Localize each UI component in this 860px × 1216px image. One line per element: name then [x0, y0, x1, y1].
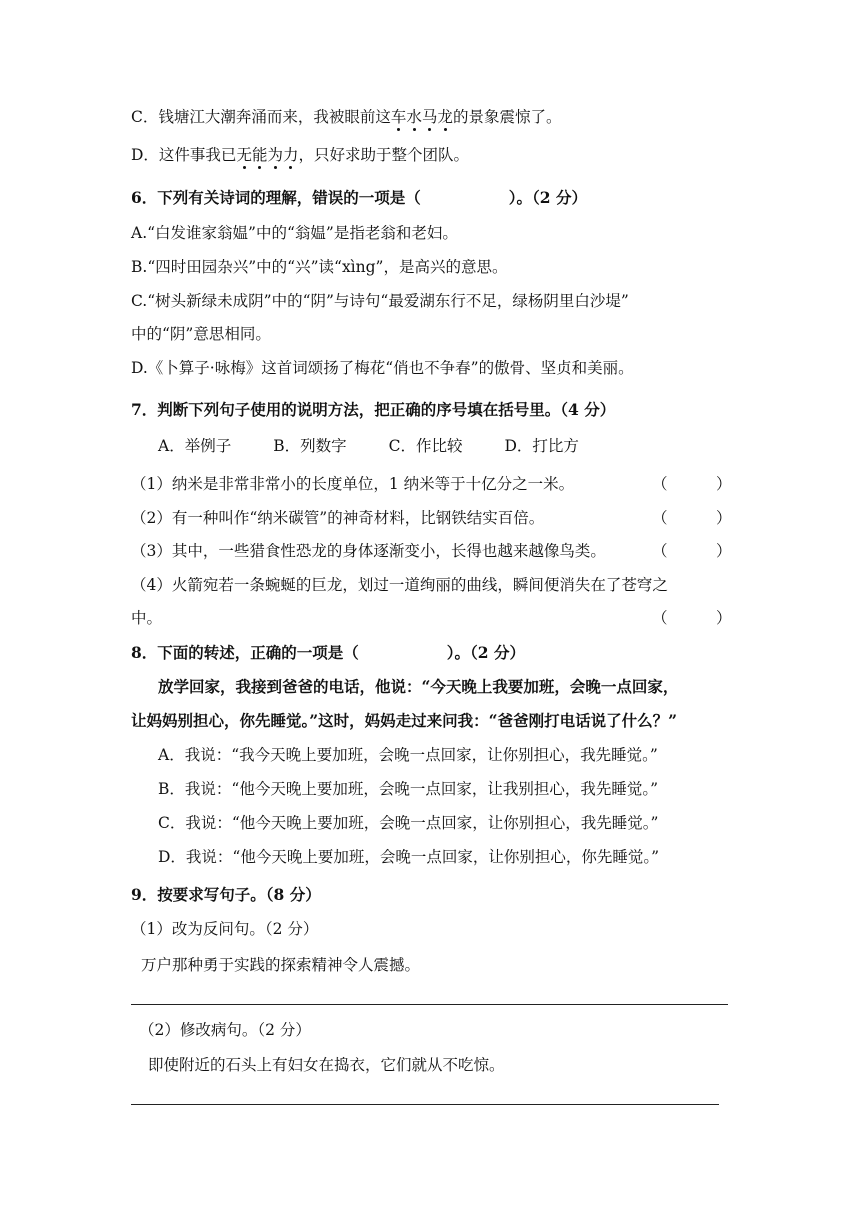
- dotted-char: 无: [236, 146, 252, 164]
- q9-part1-sentence: 万户那种勇于实践的探索精神令人震撼。: [141, 956, 421, 974]
- q6-stem-pre: 6．下列有关诗词的理解，错误的一项是（: [131, 188, 421, 207]
- dotted-char: 马: [421, 108, 438, 126]
- q7-options: [158, 436, 579, 456]
- q8-passage-line2: 让妈妈别担心，你先睡觉。”这时，妈妈走过来问我：“爸爸刚打电话说了什么？”: [131, 711, 677, 730]
- dotted-char: 车: [390, 108, 407, 126]
- dotted-char: 力: [282, 146, 299, 164]
- q5-option-c: [131, 107, 561, 127]
- q7-item-4-line2: 中。: [131, 609, 163, 627]
- q8-option-c: C．我说：“他今天晚上要加班，会晚一点回家，让你别担心，我先睡觉。”: [158, 814, 659, 832]
- q6-option-d: D.《卜算子·咏梅》这首词颂扬了梅花“俏也不争春”的傲骨、坚贞和美丽。: [131, 359, 634, 377]
- q7-option-a: A．举例子: [158, 437, 232, 455]
- q7-option-d: D．打比方: [504, 437, 579, 455]
- q7-option-c: C．作比较: [388, 437, 463, 455]
- answer-line[interactable]: [131, 1104, 719, 1105]
- q7-item-1: （1）纳米是非常非常小的长度单位，1 纳米等于十亿分之一米。: [131, 475, 575, 493]
- q8-stem-post: ）。（2 分）: [446, 643, 525, 662]
- q6-option-c-line1: C.“树头新绿未成阴”中的“阴”与诗句“最爱湖东行不足，绿杨阴里白沙堤”: [131, 292, 629, 310]
- q5-option-c-pre: C．钱塘江大潮奔涌而来，我被眼前这: [131, 108, 391, 126]
- q9-part2-label: （2）修改病句。（2 分）: [139, 1021, 311, 1039]
- q9-part2-sentence: 即使附近的石头上有妇女在捣衣，它们就从不吃惊。: [148, 1056, 505, 1074]
- dotted-char: 为: [267, 146, 283, 164]
- q5-option-d-pre: D．这件事我已: [131, 146, 237, 164]
- q7-stem: 7．判断下列句子使用的说明方法，把正确的序号填在括号里。（4 分）: [131, 400, 616, 419]
- q7-item-3: （3）其中，一些猎食性恐龙的身体逐渐变小，长得也越来越像鸟类。: [131, 542, 606, 560]
- q8-option-b: B．我说：“他今天晚上要加班，会晚一点回家，让我别担心，我先睡觉。”: [158, 780, 658, 798]
- q8-option-a: A．我说：“我今天晚上要加班，会晚一点回家，让你别担心，我先睡觉。”: [158, 746, 658, 764]
- answer-paren-open: （: [652, 609, 668, 627]
- q9-stem: 9．按要求写句子。（8 分）: [131, 885, 321, 904]
- answer-paren-close: ）: [716, 609, 732, 627]
- q6-stem-post: ）。（2 分）: [508, 188, 587, 207]
- q7-item-2: （2）有一种叫作“纳米碳管”的神奇材料，比钢铁结实百倍。: [131, 509, 545, 527]
- q7-option-b: B．列数字: [273, 437, 347, 455]
- q8-stem-pre: 8．下面的转述，正确的一项是（: [131, 643, 359, 662]
- q5-option-d-post: ，只好求助于整个团队。: [298, 146, 470, 164]
- answer-paren-open: （: [652, 509, 668, 527]
- answer-paren-open: （: [652, 542, 668, 560]
- q5-option-d: [131, 145, 469, 165]
- q8-passage-line1: 放学回家，我接到爸爸的电话，他说：“今天晚上我要加班，会晚一点回家，: [158, 677, 679, 696]
- q9-part1-label: （1）改为反问句。（2 分）: [131, 920, 319, 938]
- answer-line[interactable]: [131, 1004, 728, 1005]
- dotted-char: 能: [251, 146, 268, 164]
- q6-stem: [131, 188, 587, 208]
- q7-item-4-line1: （4）火箭宛若一条蜿蜒的巨龙，划过一道绚丽的曲线，瞬间便消失在了苍穹之: [131, 576, 668, 594]
- dotted-char: 龙: [437, 108, 453, 126]
- answer-paren-close: ）: [716, 542, 732, 560]
- q6-option-b: B.“四时田园杂兴”中的“兴”读“xìng”，是高兴的意思。: [131, 258, 508, 276]
- q6-option-a: A.“白发谁家翁媪”中的“翁媪”是指老翁和老妇。: [131, 224, 458, 242]
- answer-paren-close: ）: [716, 509, 732, 527]
- answer-paren-close: ）: [716, 475, 732, 493]
- q6-option-c-line2: 中的“阴”意思相同。: [131, 325, 271, 343]
- q5-option-c-post: 的景象震惊了。: [452, 108, 562, 126]
- dotted-char: 水: [406, 108, 422, 126]
- q8-option-d: D．我说：“他今天晚上要加班，会晚一点回家，让你别担心，你先睡觉。”: [158, 848, 660, 866]
- q8-stem: [131, 643, 525, 663]
- answer-paren-open: （: [652, 475, 668, 493]
